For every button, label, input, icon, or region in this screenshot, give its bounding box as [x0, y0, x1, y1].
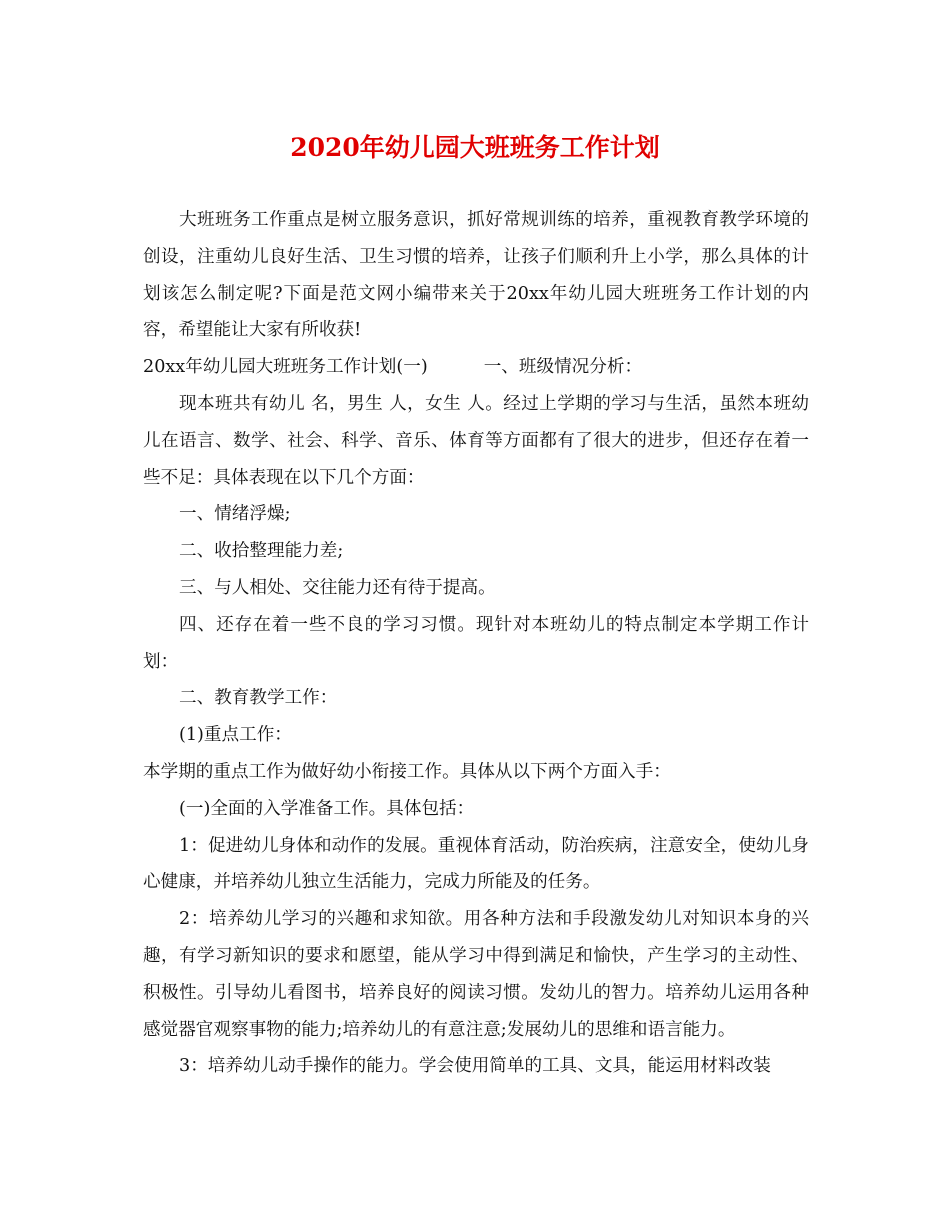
- paragraph: 一、情绪浮燥;: [179, 504, 291, 525]
- section-first-item: 一、班级情况分析：: [483, 357, 643, 378]
- section-heading-line: [143, 349, 809, 386]
- paragraph: 四、还存在着一些不良的学习习惯。现针对本班幼儿的特点制定本学期工作计划：: [143, 614, 809, 672]
- paragraph: 本学期的重点工作为做好幼小衔接工作。具体从以下两个方面入手：: [143, 761, 671, 782]
- document-title: 2020年幼儿园大班班务工作计划: [290, 133, 660, 162]
- paragraph: 2：培养幼儿学习的兴趣和求知欲。用各种方法和手段激发幼儿对知识本身的兴趣，有学习新知识的要求和愿望，能从学习中得到满足和愉快，产生学习的主动性、积极性。引导幼儿看图书，培养良好的阅读习惯。发幼儿的智力。培养幼儿运用各种感觉器官观察事物的能力;培养幼儿的有意注意;发展幼儿的思维和语言能力。: [143, 909, 809, 1040]
- paragraph: 3：培养幼儿动手操作的能力。学会使用简单的工具、文具，能运用材料改装: [179, 1056, 771, 1077]
- paragraph: 二、收拾整理能力差;: [179, 541, 344, 562]
- paragraph: (1)重点工作：: [179, 725, 292, 746]
- paragraph: 二、教育教学工作：: [179, 688, 338, 709]
- intro-paragraph: 大班班务工作重点是树立服务意识，抓好常规训练的培养，重视教育教学环境的创设，注重幼儿良好生活、卫生习惯的培养，让孩子们顺利升上小学，那么具体的计划该怎么制定呢?下面是范文网小编带来关于20xx年幼儿园大班班务工作计划的内容，希望能让大家有所收获!: [143, 210, 809, 341]
- paragraph: 三、与人相处、交往能力还有待于提高。: [179, 577, 496, 598]
- document-body: [143, 202, 809, 1085]
- paragraph: (一)全面的入学准备工作。具体包括：: [179, 798, 475, 819]
- paragraph: 1：促进幼儿身体和动作的发展。重视体育活动，防治疾病，注意安全，使幼儿身心健康，并培养幼儿独立生活能力，完成力所能及的任务。: [143, 835, 809, 893]
- section-heading: 20xx年幼儿园大班班务工作计划(一): [143, 357, 428, 378]
- paragraph: 现本班共有幼儿 名，男生 人，女生 人。经过上学期的学习与生活，虽然本班幼儿在语言、数学、社会、科学、音乐、体育等方面都有了很大的进步，但还存在着一些不足：具体表现在以下几个方面：: [143, 393, 809, 488]
